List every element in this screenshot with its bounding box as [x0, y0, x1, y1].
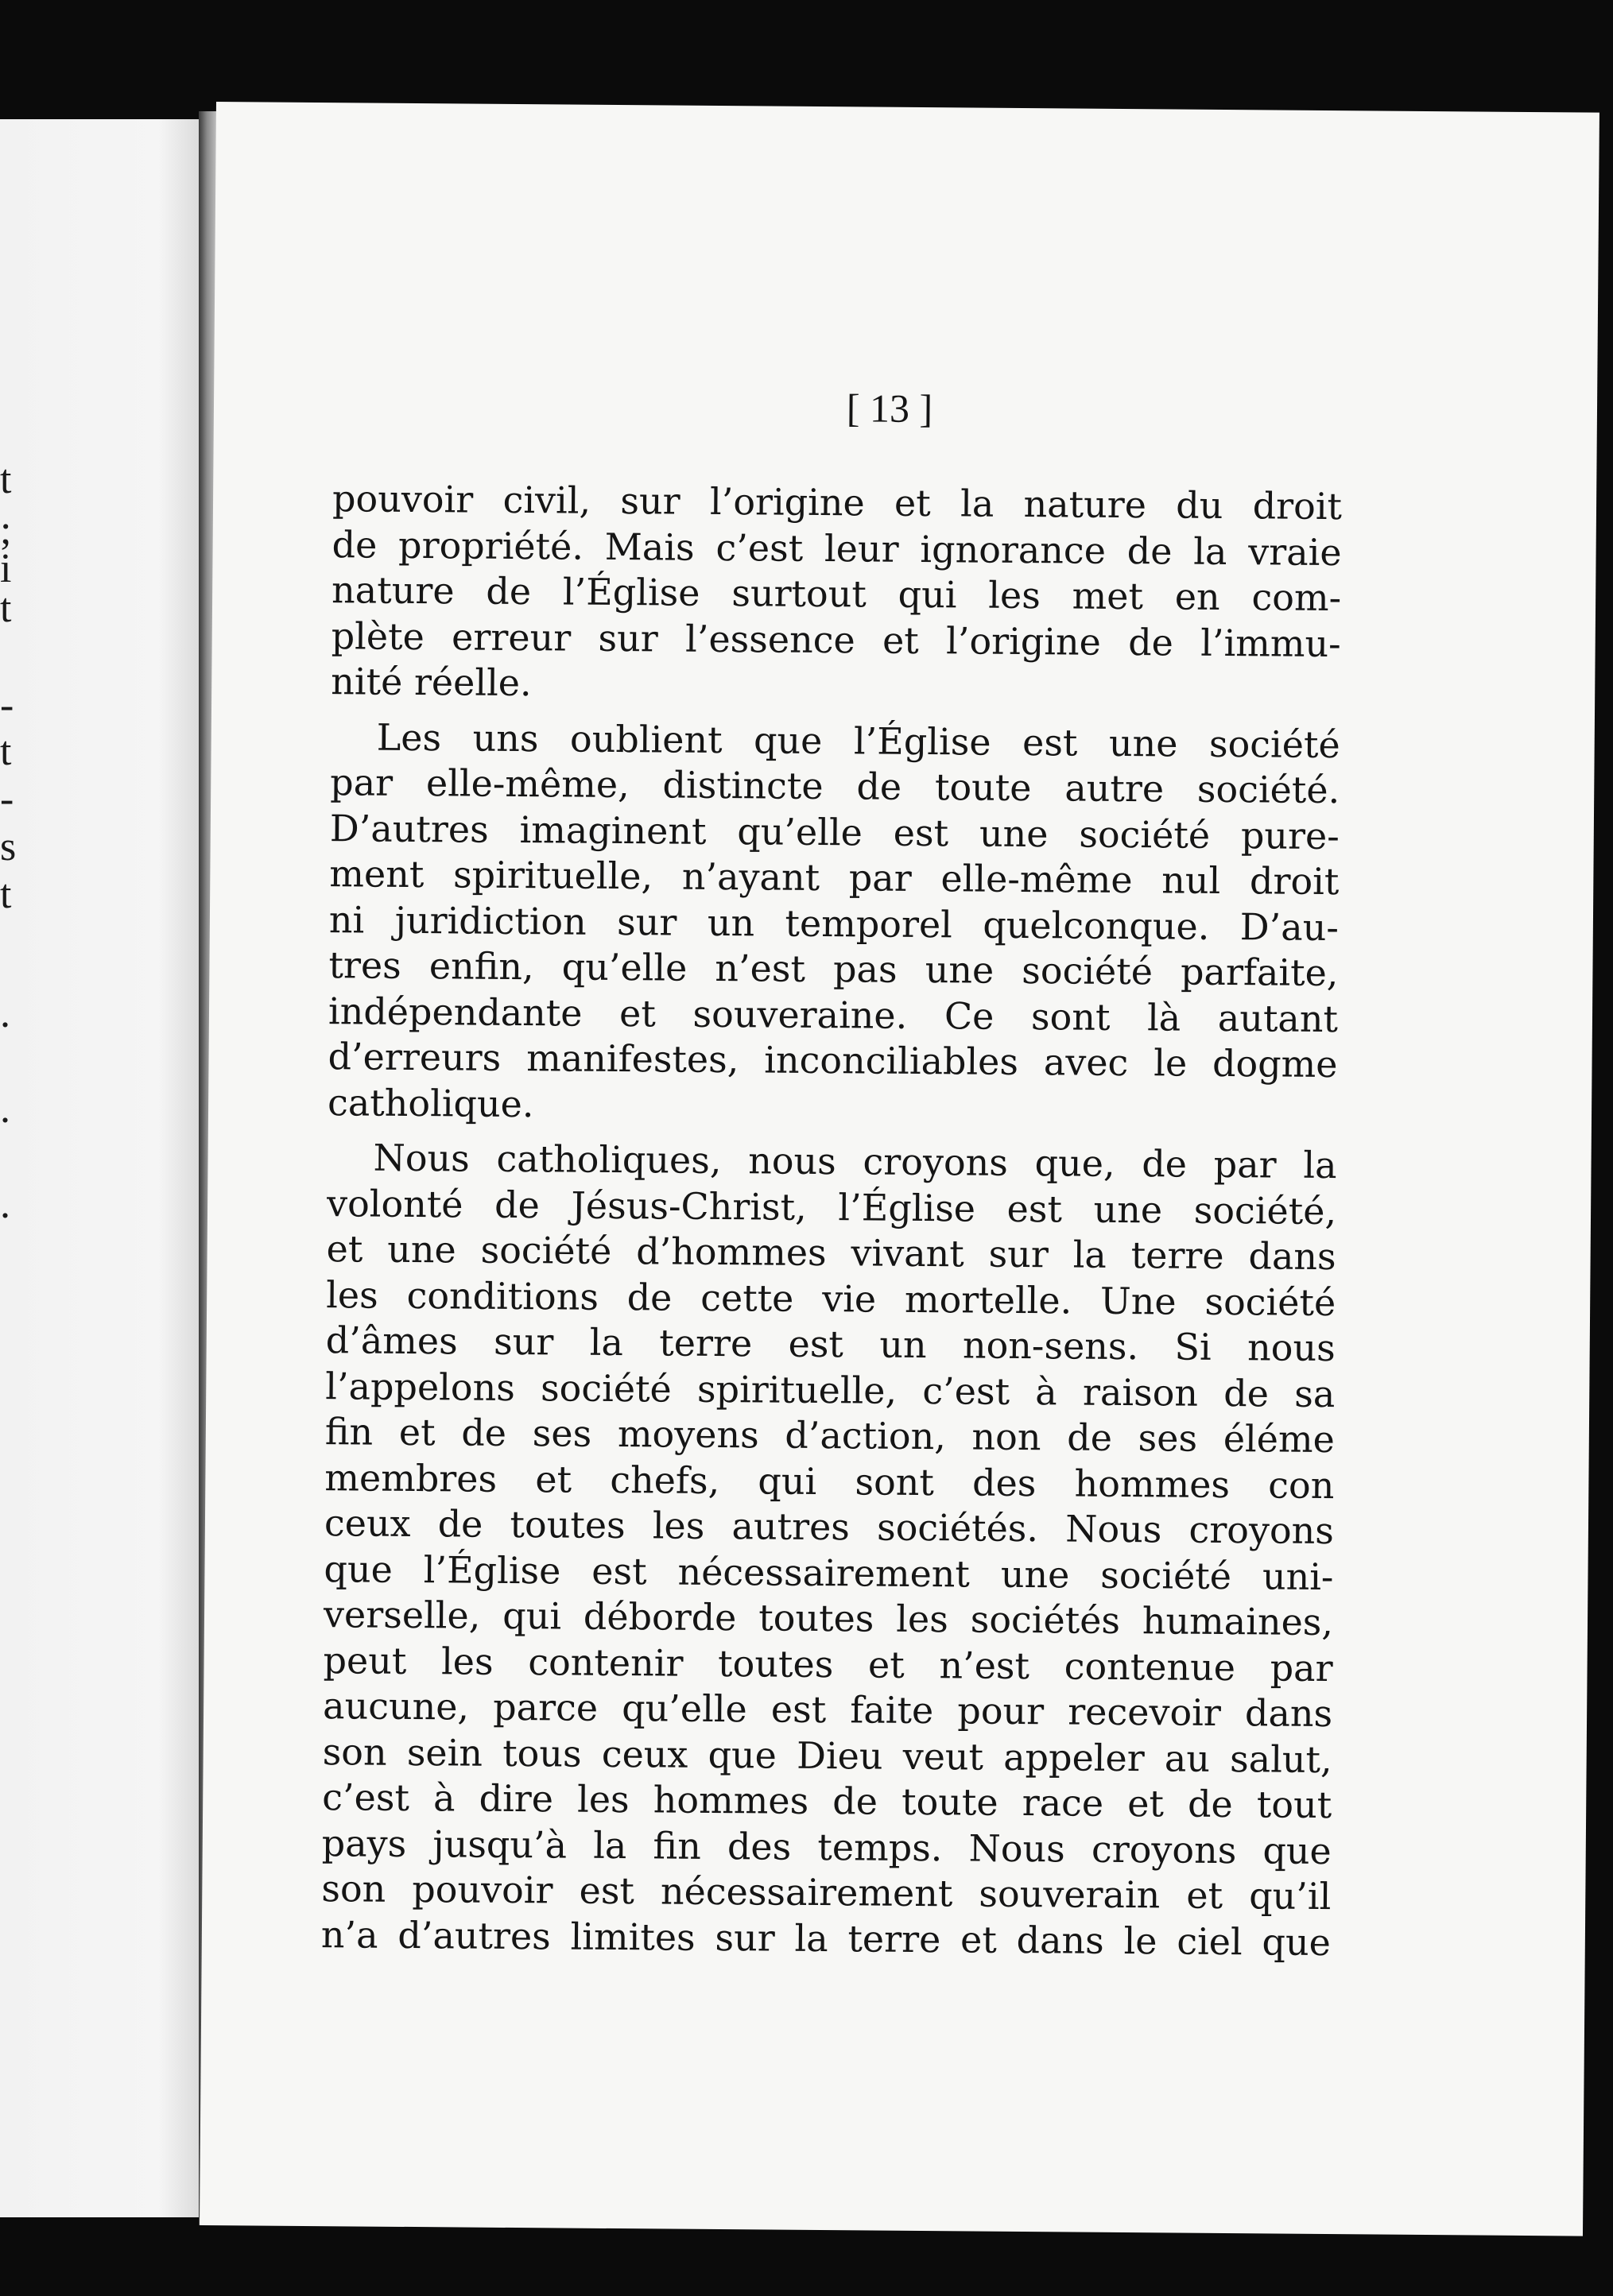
- text-line: les conditions de cette vie mortelle. Une société: [326, 1272, 1336, 1324]
- text-line: aucune, parce qu’elle est faite pour recevoir dans: [322, 1684, 1333, 1736]
- facing-page-fragment: .: [0, 1086, 10, 1132]
- paragraph: [321, 1135, 1337, 1965]
- facing-page-fragment: -: [0, 776, 14, 822]
- text-line: volonté de Jésus-Christ, l’Église est une société,: [326, 1181, 1337, 1233]
- text-line: d’âmes sur la terre est un non-sens. Si nous: [325, 1318, 1336, 1370]
- text-line: pouvoir civil, sur l’origine et la nature du droit: [332, 477, 1343, 529]
- text-line: indépendante et souveraine. Ce sont là autant: [328, 989, 1339, 1040]
- text-line: pays jusqu’à la fin des temps. Nous croyons que: [321, 1821, 1332, 1872]
- page-body-text: [321, 476, 1343, 1975]
- text-line: ceux de toutes les autres sociétés. Nous croyons: [324, 1501, 1335, 1553]
- text-line: son pouvoir est nécessairement souverain et qu’il: [321, 1867, 1332, 1918]
- text-line: nité réelle.: [331, 660, 532, 705]
- book-page: [200, 102, 1599, 2236]
- facing-page-fragment: .: [0, 1182, 10, 1227]
- text-line: catholique.: [327, 1080, 534, 1125]
- text-line: D’autres imaginent qu’elle est une société pure-: [329, 806, 1340, 858]
- facing-page-fragment: t: [0, 872, 12, 917]
- text-line: ni juridiction sur un temporel quelconque. D’au-: [328, 897, 1340, 949]
- facing-page-edge: [0, 119, 199, 2217]
- page-number: [ 13 ]: [846, 385, 933, 432]
- facing-page-fragment: ;: [0, 508, 12, 553]
- text-line: tres enfin, qu’elle n’est pas une société parfaite,: [328, 943, 1339, 995]
- text-line: plète erreur sur l’essence et l’origine de l’immu-: [331, 614, 1341, 665]
- facing-page-fragment: .: [0, 991, 10, 1036]
- text-line: Les uns oublient que l’Église est une société: [376, 715, 1340, 766]
- text-line: de propriété. Mais c’est leur ignorance de la vraie: [332, 522, 1342, 574]
- facing-page-fragment: t: [0, 729, 12, 774]
- text-line: et une société d’hommes vivant sur la terre dans: [326, 1227, 1336, 1279]
- text-line: d’erreurs manifestes, inconciliables avec le dogme: [328, 1035, 1338, 1086]
- text-line: membres et chefs, qui sont des hommes con: [324, 1455, 1335, 1507]
- text-line: ment spirituelle, n’ayant par elle-même nul droit: [329, 852, 1340, 904]
- text-line: n’a d’autres limites sur la terre et dans le ciel que: [320, 1912, 1332, 1964]
- text-line: peut les contenir toutes et n’est contenue par: [323, 1638, 1333, 1690]
- facing-page-fragment: s: [0, 824, 17, 869]
- paragraph: [331, 476, 1342, 712]
- text-line: son sein tous ceux que Dieu veut appeler au salut,: [322, 1729, 1332, 1781]
- paragraph: [328, 714, 1340, 1133]
- facing-page-fragment: t: [0, 457, 12, 502]
- facing-page-fragment: i: [0, 546, 12, 591]
- text-line: que l’Église est nécessairement une société uni-: [324, 1547, 1334, 1598]
- text-line: verselle, qui déborde toutes les sociétés humaines,: [323, 1593, 1334, 1644]
- text-line: nature de l’Église surtout qui les met en com-: [331, 568, 1342, 620]
- text-line: Nous catholiques, nous croyons que, de par la: [373, 1136, 1337, 1187]
- text-line: l’appelons société spirituelle, c’est à raison de sa: [325, 1364, 1336, 1415]
- text-line: fin et de ses moyens d’action, non de ses éléme: [324, 1410, 1336, 1462]
- text-line: c’est à dire les hommes de toute race et de tout: [322, 1775, 1332, 1827]
- text-line: par elle-même, distincte de toute autre société.: [330, 761, 1340, 812]
- facing-page-fragment: t: [0, 586, 12, 631]
- facing-page-fragment: -: [0, 683, 14, 728]
